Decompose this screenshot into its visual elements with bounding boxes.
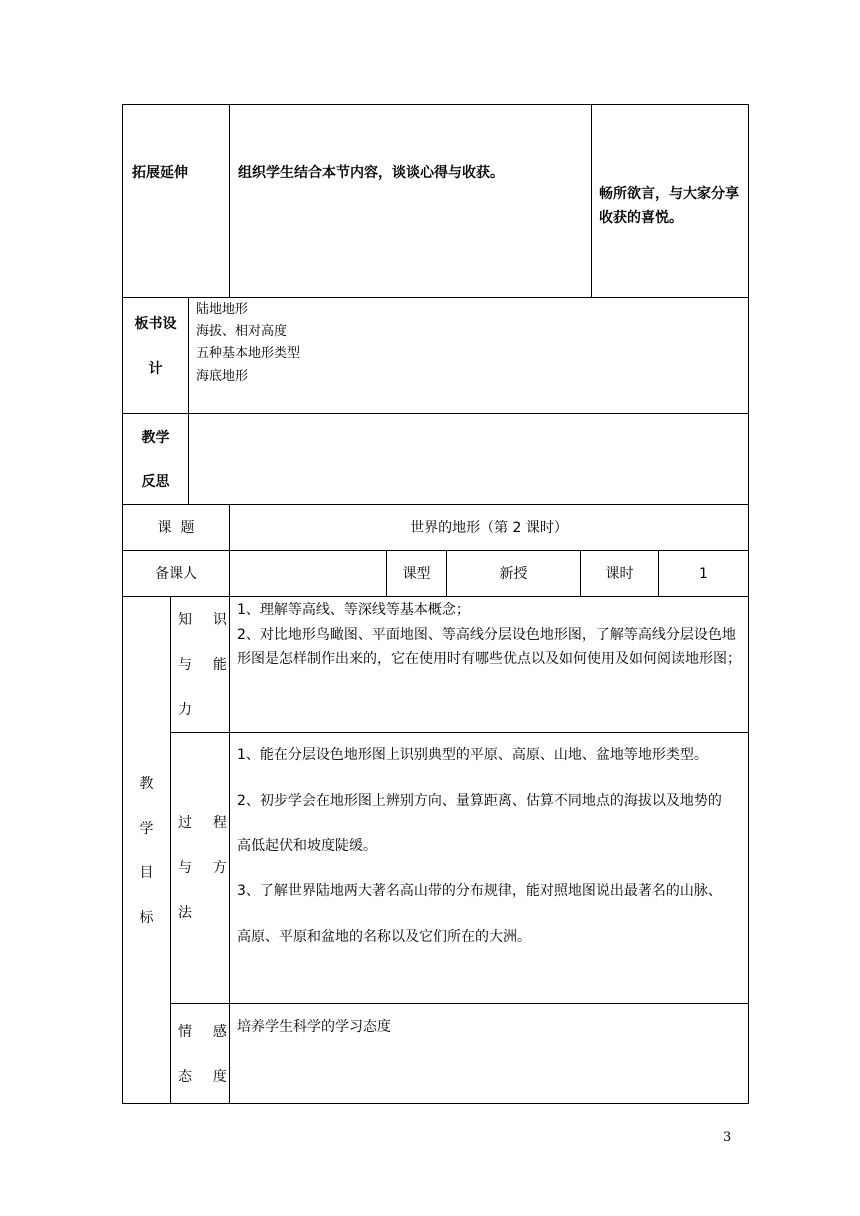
goals-label-char: 标 xyxy=(139,910,154,926)
process-line: 1、能在分层设色地形图上识别典型的平原、高原、山地、盆地等地形类型。 xyxy=(237,747,708,763)
extend-activity: 组织学生结合本节内容，谈谈心得与收获。 xyxy=(238,165,504,181)
board-line: 海底地形 xyxy=(196,369,249,384)
knowledge-label-line: 知 识 xyxy=(178,612,231,628)
knowledge-label-line: 与 能 xyxy=(178,657,231,673)
page-number: 3 xyxy=(723,1130,732,1145)
goals-label-char: 目 xyxy=(139,865,154,881)
emotion-label-cell xyxy=(170,1003,230,1104)
period-label: 课时 xyxy=(605,566,634,582)
extend-student-line-1: 畅所欲言，与大家分享 xyxy=(599,186,739,202)
process-content-cell xyxy=(229,732,749,1004)
type-value: 新授 xyxy=(499,566,528,582)
knowledge-item: 1、理解等高线、等深线等基本概念； xyxy=(237,602,470,618)
extend-label: 拓展延伸 xyxy=(132,165,188,181)
preparer-label: 备课人 xyxy=(155,566,197,582)
process-line: 3、了解世界陆地两大著名高山带的分布规律，能对照地图说出最著名的山脉、 xyxy=(237,883,722,899)
emotion-label-line: 情 感 xyxy=(178,1024,231,1040)
reflection-content-cell xyxy=(188,413,749,505)
topic-value: 世界的地形（第 2 课时） xyxy=(410,520,568,536)
process-label-line: 过 程 xyxy=(178,815,231,831)
period-value: 1 xyxy=(699,566,708,582)
topic-label: 课 题 xyxy=(157,520,195,536)
knowledge-item: 2、对比地形鸟瞰图、平面地图、等高线分层设色地形图，了解等高线分层设色地形图是怎样制作出来的，它在使用时有哪些优点以及如何使用及如何阅读地形图； xyxy=(237,627,741,667)
extend-activity-cell xyxy=(229,104,592,298)
board-line: 海拔、相对高度 xyxy=(196,324,288,339)
board-label-line-2: 计 xyxy=(148,361,163,377)
board-line: 五种基本地形类型 xyxy=(196,346,301,361)
goals-label-char: 教 xyxy=(139,776,154,792)
emotion-text: 培养学生科学的学习态度 xyxy=(237,1019,391,1035)
goals-label-char: 学 xyxy=(139,821,154,837)
extend-label-cell xyxy=(122,104,230,298)
process-line: 高原、平原和盆地的名称以及它们所在的大洲。 xyxy=(237,929,531,945)
reflection-label-line-1: 教学 xyxy=(141,430,170,446)
knowledge-label-line: 力 xyxy=(178,702,192,718)
process-label-line: 与 方 xyxy=(178,860,231,876)
reflection-label-line-2: 反思 xyxy=(141,474,170,490)
board-line: 陆地地形 xyxy=(196,302,249,317)
process-line: 高低起伏和坡度陡缓。 xyxy=(237,838,377,854)
process-label-line: 法 xyxy=(178,905,192,921)
type-label: 课型 xyxy=(402,566,431,582)
extend-student-line-2: 收获的喜悦。 xyxy=(599,210,683,226)
goals-label-cell xyxy=(122,596,171,1104)
process-line: 2、初步学会在地形图上辨别方向、量算距离、估算不同地点的海拔以及地势的 xyxy=(237,793,722,809)
preparer-value-cell xyxy=(229,550,387,597)
emotion-label-line: 态 度 xyxy=(178,1069,231,1085)
board-label-line-1: 板书设 xyxy=(134,316,177,332)
